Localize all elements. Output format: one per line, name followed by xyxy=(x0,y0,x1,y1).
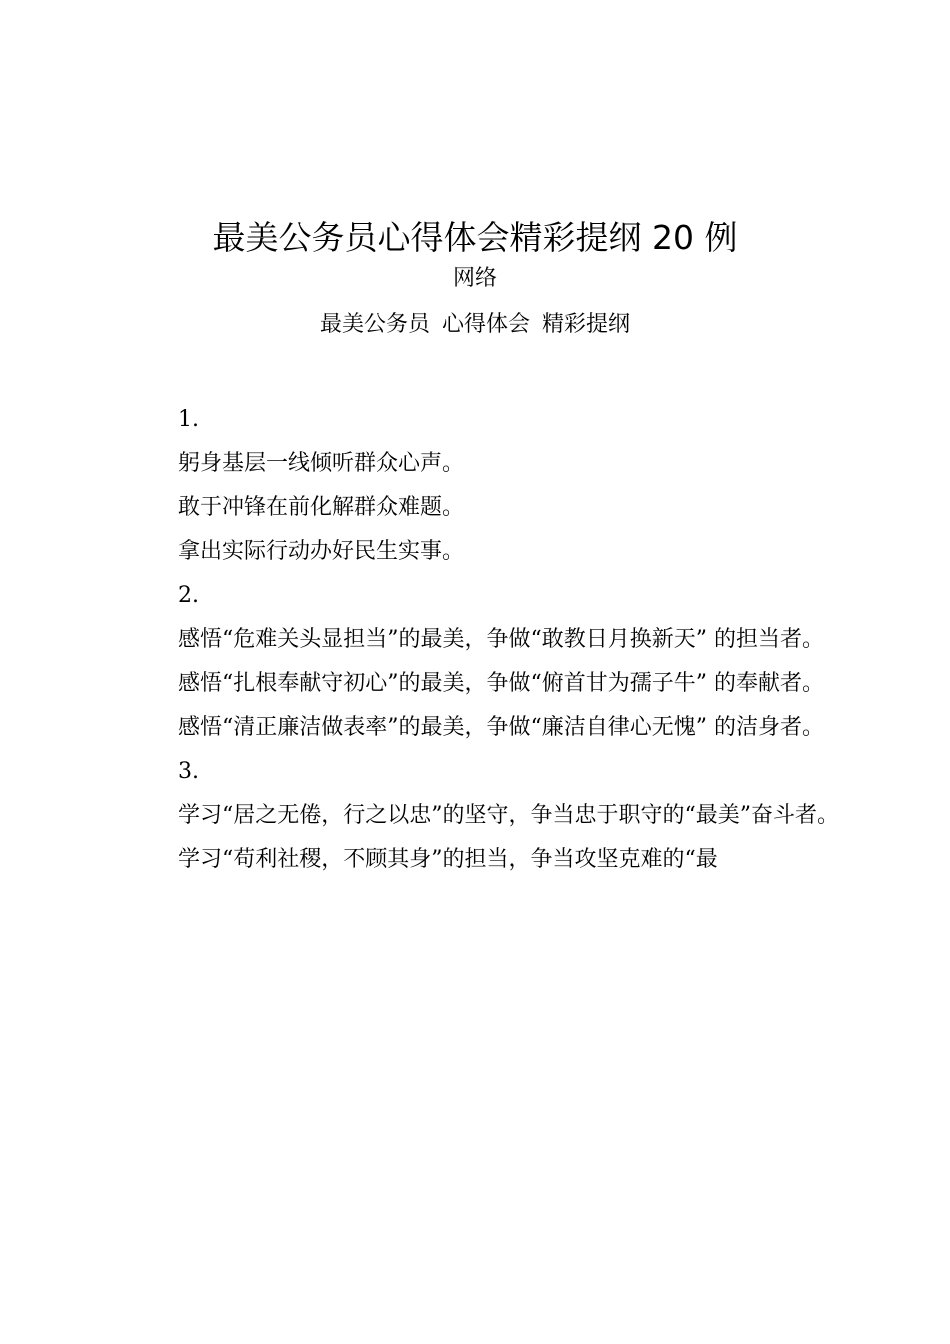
document-body xyxy=(127,398,843,882)
keyword: 心得体会 xyxy=(441,312,530,337)
paragraph: 敢于冲锋在前化解群众难题。 xyxy=(178,495,465,520)
paragraph: 学习“苟利社稷，不顾其身”的担当，争当攻坚克难的“最 xyxy=(178,847,718,872)
section-number: 1. xyxy=(178,407,199,432)
section-number: 3. xyxy=(178,759,199,784)
section-number: 2. xyxy=(178,583,199,608)
document-author: 网络 xyxy=(452,266,497,291)
keyword: 最美公务员 xyxy=(319,312,430,337)
paragraph: 躬身基层一线倾听群众心声。 xyxy=(178,451,465,476)
paragraph: 感悟“扎根奉献守初心”的最美，争做“俯首甘为孺子牛” 的奉献者。 xyxy=(178,671,824,696)
paragraph: 感悟“危难关头显担当”的最美，争做“敢教日月换新天” 的担当者。 xyxy=(178,627,824,652)
document-keywords xyxy=(0,310,950,340)
paragraph: 感悟“清正廉洁做表率”的最美，争做“廉洁自律心无愧” 的洁身者。 xyxy=(178,715,824,740)
paragraph: 学习“居之无倦，行之以忠”的坚守，争当忠于职守的“最美”奋斗者。 xyxy=(178,803,839,828)
keyword: 精彩提纲 xyxy=(542,312,631,337)
document-title: 最美公务员心得体会精彩提纲 20 例 xyxy=(212,218,738,257)
paragraph: 拿出实际行动办好民生实事。 xyxy=(178,539,465,564)
